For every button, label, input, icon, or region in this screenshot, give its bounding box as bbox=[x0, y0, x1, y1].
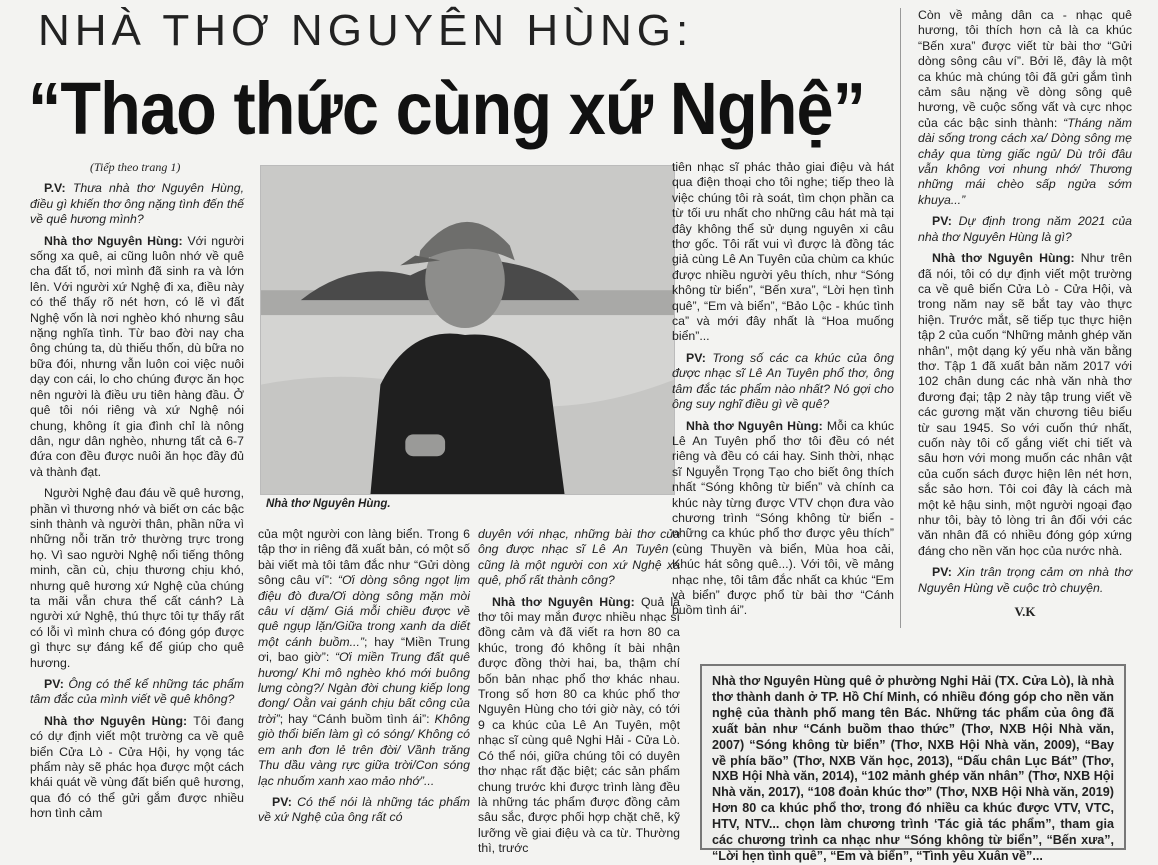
question-2: PV: Ông có thể kể những tác phẩm tâm đắc của mình viết về quê không? bbox=[30, 677, 244, 707]
column-3 bbox=[478, 527, 680, 863]
paragraph: Người Nghệ đau đáu về quê hương, phần vì thương nhớ và biết ơn các bậc sinh thành và người thân, phần nữa vì những nỗi trăn trở thường trực trong họ. Vì sao người Nghệ nổi tiếng thông minh, cần cù, chịu thương chịu khó, nhưng quê hương xứ Nghệ của chúng ta mãi vẫn chưa thể cất cánh? Là người xứ Nghệ, thú thực tôi tự thấy rất có lỗi vì mình chưa có đóng góp được gì thực sự đáng kể để giúp cho quê hương. bbox=[30, 486, 244, 670]
answer-5: Nhà thơ Nguyên Hùng: Như trên đã nói, tôi có dự định viết một trường ca về quê biển Cửa Lò - Cửa Hội, và trong năm nay sẽ bắt tay vào thực hiện. Trước mắt, sẽ tiếp tục thực hiện tập 2 của cuốn “Những mảnh ghép văn nhân”, một dạng ký yếu nhà văn bằng thơ. Tập 1 đã xuất bản năm 2017 với 102 chân dung các nhà văn nhà thơ đương đại; tập 2 này tập trung viết về các gương mặt văn chương tiêu biểu từ sau 1945. So với cuốn thứ nhất, cuốn này tôi cố gắng viết chi tiết và sâu hơn với mong muốn các nhân vật của cuốn sách được hiện lên nét hơn, sắc sảo hơn. Tôi coi đây là cách mà một kẻ hậu sinh, một người ngoại đạo như tôi, bày tỏ lòng tri ân đối với các văn nhân đã có nhiều đóng góp xứng đáng cho nền văn học của nước nhà. bbox=[918, 251, 1133, 558]
paragraph: của một người con làng biển. Trong 6 tập thơ in riêng đã xuất bản, có một số bài viết mà tôi tâm đắc như “Gửi dòng sông câu ví”: “Ơi dòng sông ngọt lịm điệu đò đưa/Ơi dòng sông mặn mòi câu ví dặm/ Giá mỗi chiều được về quê ngụp lặn/Giữa trong xanh da diết một cánh buồm...”; hay “Miền Trung ơi, bao giờ”: “Ơi miền Trung đất quê hương/ Khi mô nghèo khó mới buông lưng còng?/ Ngàn đời chung kiếp long đong/ Oằn vai gánh chịu bất công của trời”; hay “Cánh buồm tình ái”: Không giò thổi biển làm gì có sóng/ Không có em anh đơn lẻ trên đời/ Vầnh trăng Thu dầu vàng rực giữa trời/Con sóng lạc nhuốm xanh xao mảo nhớ”... bbox=[258, 527, 470, 788]
column-5 bbox=[918, 8, 1132, 625]
paragraph: tiên nhạc sĩ phác thảo giai điệu và hát qua điện thoại cho tôi nghe; tiếp theo là việc chúng tôi rà soát, tìm chọn phần ca từ tối ưu nhất cho những câu hát mà tại đây không thể sử dụng nguyên xi câu thơ gốc. Tôi rất vui vì được là đồng tác giả cùng Lê An Tuyên của chùm ca khúc được nhiều người yêu thích, như “Sóng không từ biển”, “Bến xưa”, “Lời hẹn tình quê”, “Em và biển”, “Bảo Lộc - khúc tình ca” và mới đây nhất là “Hoa muống biển”... bbox=[672, 160, 894, 344]
article-kicker: NHÀ THƠ NGUYÊN HÙNG: bbox=[38, 6, 694, 55]
column-divider bbox=[900, 8, 901, 628]
question-1: P.V: Thưa nhà thơ Nguyên Hùng, điều gì khiến thơ ông nặng tình đến thế về quê hương mình? bbox=[30, 181, 244, 227]
answer-2: Nhà thơ Nguyên Hùng: Tôi đang có dự định viết một trường ca về quê biển Cửa Lò - Cửa Hội, hy vọng tác phẩm này sẽ phác họa được một cách khái quát về vùng đất biển quê hương, qua đó có thể gửi gắm được nhiều hơn tình cảm bbox=[30, 713, 244, 821]
bio-text: Nhà thơ Nguyên Hùng quê ở phường Nghi Hải (TX. Cửa Lò), là nhà thơ thành danh ở TP. Hồ Chí Minh, có nhiều đóng góp cho nền văn nghệ của thành phố mang tên Bác. Những tác phẩm của ông đã xuất bản như “Cánh buồm thao thức” (Thơ, NXB Hội Nhà văn, 2007) “Sóng không từ biển” (Thơ, NXB Hội Nhà văn, 2009), “Bay về phía bão” (Thơ, NXB Văn học, 2013), “Dấu chân Lục Bát” (Thơ, NXB Hội Nhà văn, 2014), “102 mảnh ghép văn nhân” (Thơ, NXB Hội Nhà văn, 2017), “108 đoản khúc thơ” (Thơ, NXB Hội Nhà văn, 2019) Hơn 80 ca khúc phổ thơ, trong đó nhiều ca khúc được VTV, VTC, HTV, NTV... chọn làm chương trình ‘Tác giả tác phẩm”, tham gia các chương trình ca nhạc như “Sóng không từ biển”, “Bến xưa”, “Lời hẹn tình quê”, “Em và biển”, “Tình yêu Xuân về”... bbox=[712, 674, 1114, 863]
author-photo bbox=[260, 165, 675, 495]
photo-caption: Nhà thơ Nguyên Hùng. bbox=[266, 498, 391, 510]
column-2 bbox=[258, 527, 470, 832]
paragraph: Còn về mảng dân ca - nhạc quê hương, tôi thích hơn cả là ca khúc “Bến xưa” được viết từ bài thơ “Gửi dòng sông câu ví”. Bởi lẽ, đây là một ca khúc mà chúng tôi đã gửi gắm tình cảm sâu nặng về dòng sông quê hương, về cuộc sống vất và cực nhọc của các bậc sinh thành: “Tháng năm dài sống trong cách xa/ Dòng sông mẹ chảy qua từng giấc ngủ/ Dù trôi đâu vẫn không vơi nhung nhớ/ Thương những mái chèo sấp ngửa sớm khuya...” bbox=[918, 8, 1132, 207]
answer-1: Nhà thơ Nguyên Hùng: Với người sống xa quê, ai cũng luôn nhớ về quê cha đất tổ, nơi mình đã sinh ra và lớn lên. Với người xứ Nghệ đi xa, điều này có thể thấy rõ nét hơn, có lẽ vì đất Nghệ vốn là nơi nghèo khó nhưng sâu nặng nghĩa tình. Từ bao đời nay cha ông chúng ta, dù thiếu thốn, dù bữa no bữa đói, nhưng vẫn luôn coi việc nuôi dạy con cái, lo cho chúng được ăn học nên người là điều ưu tiên hàng đầu. Ở quê tôi nói riêng và xứ Nghệ nói chung, không ít gia đình chỉ là nông dân, ngư dân nghèo, nhưng tất cả 6-7 đứa con đều được nuôi ăn học đầy đủ và thành đạt. bbox=[30, 233, 244, 479]
article-headline: “Thao thức cùng xứ Nghệ” bbox=[28, 67, 866, 150]
answer-3: Nhà thơ Nguyên Hùng: Quả là thơ tôi may mắn được nhiều nhạc sĩ đồng cảm và đã viết ra hơn 80 ca khúc, trong đó không ít bài nhận được đồng thời hai, ba, thậm chí bốn bản nhạc phổ thơ khác nhau. Trong số hơn 80 ca khúc phổ thơ Nguyên Hùng cho tới giờ này, có tới 9 ca khúc của Lê An Tuyên, một nhạc sĩ cùng quê Nghi Hải - Cửa Lò. Có thể nói, giữa chúng tôi có duyên thơ nhạc rất đặc biệt; các sản phẩm chung trước khi được trình làng đều là những tác phẩm được đồng cảm sâu sắc, được phối hợp chặt chẽ, kỹ lưỡng về giai điệu và ca từ. Thường thì, trước bbox=[478, 594, 680, 856]
question-3-cont: duyên với nhạc, những bài thơ của ông được nhạc sĩ Lê An Tuyên - cũng là một người con xứ Nghệ xa quê, phổ rất thành công? bbox=[478, 527, 680, 588]
question-3: PV: Có thể nói là những tác phẩm về xứ Nghệ của ông rất có bbox=[258, 794, 470, 825]
photo-illustration bbox=[261, 166, 674, 494]
column-1 bbox=[30, 160, 244, 828]
question-5: PV: Dự định trong năm 2021 của nhà thơ Nguyên Hùng là gì? bbox=[918, 214, 1132, 244]
column-4 bbox=[672, 160, 894, 625]
closing-question: PV: Xin trân trọng cảm ơn nhà thơ Nguyên Hùng về cuộc trò chuyện. bbox=[918, 565, 1132, 595]
question-4: PV: Trong số các ca khúc của ông được nhạc sĩ Lê An Tuyên phổ thơ, ông tâm đắc tác phẩm nào nhất? Nó gợi cho ông suy nghĩ điều gì về quê? bbox=[672, 350, 894, 412]
author-signature: V.K bbox=[1014, 604, 1036, 620]
continued-note: (Tiếp theo trang 1) bbox=[90, 160, 181, 174]
author-bio-box bbox=[700, 664, 1126, 863]
answer-4: Nhà thơ Nguyên Hùng: Mỗi ca khúc Lê An Tuyên phổ thơ tôi đều có nét riêng và đều có cái hay. Sinh thời, nhạc sĩ Nguyễn Trọng Tạo cho biết ông thích nhất “Sóng không từ biển” và chính ca khúc này từng được VTV chọn đưa vào chương trình “Sóng không từ biển - những ca khúc phổ thơ được yêu thích” (cùng Thuyền và biển, Mùa hoa cải, Khúc hát sông quê...). Với tôi, về mảng nhạc nhẹ, tôi tâm đắc nhất ca khúc “Em và biển” được phổ từ bài thơ “Cánh buồm tình ái”. bbox=[672, 418, 894, 618]
